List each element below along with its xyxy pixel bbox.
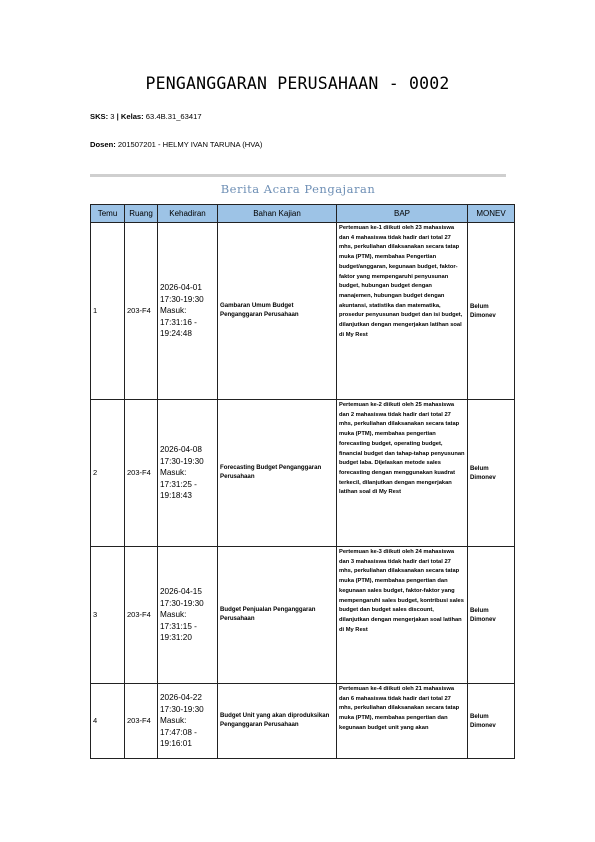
monev-status: Belum Dimonev [468,547,515,684]
meeting-number: 2 [91,400,125,547]
topic-cell: Forecasting Budget Penganggaran Perusahaan [218,400,337,547]
table-row [91,400,515,547]
attendance-masuk-time: 17:31:25 - 19:18:43 [160,479,197,501]
header-bahan-kajian: Bahan Kajian [218,205,337,223]
table-row [91,223,515,400]
meeting-number: 4 [91,684,125,759]
section-divider [90,174,506,177]
attendance-masuk-time: 17:47:08 - 19:16:01 [160,727,197,749]
dosen-label: Dosen: [90,140,116,149]
teaching-report-table [90,204,515,759]
header-temu: Temu [91,205,125,223]
header-bap: BAP [337,205,468,223]
attendance-date: 2026-04-01 [160,283,202,293]
topic-cell: Budget Unit yang akan diproduksikan Penganggaran Perusahaan [218,684,337,759]
course-meta-line [90,112,202,121]
attendance-cell [158,684,218,759]
dosen-value: 201507201 - HELMY IVAN TARUNA (HVA) [117,140,263,149]
table-row [91,684,515,759]
monev-status: Belum Dimonev [468,223,515,400]
sks-label: SKS: [90,112,109,121]
attendance-time: 17:30-19:30 [160,598,204,608]
bap-cell: Pertemuan ke-2 diikuti oleh 25 mahasiswa dan 2 mahasiswa tidak hadir dari total 27 mhs, perkuliahan dilaksanakan secara tatap muka (PTM), membahas pengertian forecasting budget, operating budget, financial budget dan tahap-tahap penyusunan budget laba. Dijelaskan metode sales forecasting dengan menggunakan kuadrat terkecil, dilanjutkan dengan mengerjakan latihan soal di My Rest [337,400,468,547]
attendance-date: 2026-04-15 [160,587,202,597]
attendance-cell [158,223,218,400]
meeting-number: 3 [91,547,125,684]
attendance-masuk-time: 17:31:16 - 19:24:48 [160,317,197,339]
course-title: PENGANGGARAN PERUSAHAAN - 0002 [145,74,450,93]
room-cell: 203-F4 [125,547,158,684]
attendance-date: 2026-04-22 [160,693,202,703]
section-title: Berita Acara Pengajaran [220,182,376,196]
table-row [91,547,515,684]
attendance-masuk-label: Masuk: [160,716,187,726]
attendance-time: 17:30-19:30 [160,704,204,714]
kelas-label: | Kelas: [116,112,144,121]
table-header-row [91,205,515,223]
attendance-cell [158,400,218,547]
kelas-value: 63.4B.31_63417 [145,112,202,121]
attendance-time: 17:30-19:30 [160,294,204,304]
room-cell: 203-F4 [125,223,158,400]
topic-cell: Gambaran Umum Budget Penganggaran Perusahaan [218,223,337,400]
attendance-masuk-label: Masuk: [160,306,187,316]
bap-cell: Pertemuan ke-3 diikuti oleh 24 mahasiswa dan 3 mahasiswa tidak hadir dari total 27 mhs, perkuliahan dilaksanakan secara tatap muka (PTM), membahas pengertian dan kegunaan sales budget, faktor-faktor yang mempengaruhi sales budget, kontribusi sales budget dan budget sales discount, dilanjutkan dengan mengerjakan soal latihan di My Rest [337,547,468,684]
room-cell: 203-F4 [125,684,158,759]
attendance-time: 17:30-19:30 [160,456,204,466]
monev-status: Belum Dimonev [468,684,515,759]
sks-value: 3 [110,112,115,121]
header-ruang: Ruang [125,205,158,223]
attendance-masuk-time: 17:31:15 - 19:31:20 [160,621,197,643]
bap-cell: Pertemuan ke-1 diikuti oleh 23 mahasiswa dan 4 mahasiswa tidak hadir dari total 27 mhs, perkuliahan dilaksanakan secara tatap muka (PTM), membahas Pengertian budget/anggaran, kegunaan budget, faktor-faktor yang mempengaruhi penyusunan budget, hubungan budget dengan manajemen, hubungan budget dengan akuntansi, statistika dan matematika, prosedur penyusunan budget dan isi budget, dilanjutkan dengan mengerjakan latihan soal di My Rest [337,223,468,400]
attendance-masuk-label: Masuk: [160,468,187,478]
attendance-cell [158,547,218,684]
topic-cell: Budget Penjualan Penganggaran Perusahaan [218,547,337,684]
bap-cell: Pertemuan ke-4 diikuti oleh 21 mahasiswa dan 6 mahasiswa tidak hadir dari total 27 mhs, perkuliahan dilaksanakan secara tatap muka (PTM), membahas pengertian dan kegunaan budget unit yang akan [337,684,468,759]
meeting-number: 1 [91,223,125,400]
room-cell: 203-F4 [125,400,158,547]
lecturer-line [90,140,262,149]
attendance-date: 2026-04-08 [160,445,202,455]
monev-status: Belum Dimonev [468,400,515,547]
attendance-masuk-label: Masuk: [160,610,187,620]
header-kehadiran: Kehadiran [158,205,218,223]
header-monev: MONEV [468,205,515,223]
